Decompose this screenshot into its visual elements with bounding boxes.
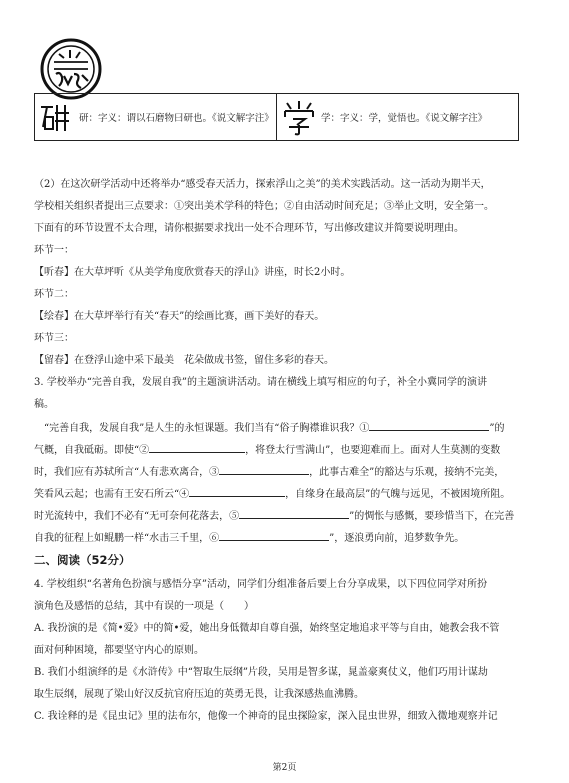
q3-line-2-text: 气概，自我砥砺。即使“② [34,445,150,456]
q3-line-4-text: 笑看风云起；也需有王安石所云“④ [34,489,190,500]
yan-calligraphy-icon [37,97,77,137]
answer-blank-4[interactable] [189,486,285,497]
q2-line-3: 下面有的环节设置不太合理，请你根据要求找出一处不合理环节，写出修改建议并简要说明理由。 [34,223,464,234]
q3-intro-1: 3. 学校举办“完善自我，发展自我”的主题演讲活动。请在横线上填写相应的句子，补全小冀同学的演讲 [34,377,487,388]
q3-line-2 [34,442,500,457]
q3-line-4-end: ，自缘身在最高层”的气魄与远见，不被困境所阻。 [285,489,511,500]
q4-option-c-1: C. 我诠释的是《昆虫记》里的法布尔，他像一个神奇的昆虫探险家，深入昆虫世界，细致入微地观察并记 [34,711,498,722]
q3-line-1 [44,420,504,435]
q2-step1: 【听春】在大草坪听《从美学角度欣赏春天的浮山》讲座，时长2小时。 [34,267,351,278]
q3-intro-2: 稿。 [34,399,54,410]
q2-step2-label: 环节二： [34,289,74,300]
q2-step2: 【绘春】在大草坪举行有关“春天”的绘画比赛，画下美好的春天。 [34,311,325,322]
q2-line-2: 学校相关组织者提出三点要求：①突出美术学科的特色；②自由活动时间充足；③举止文明，安全第一。 [34,201,494,212]
calligraphy-seal-icon [40,38,102,100]
section-2-title: 二、阅读（52分） [34,553,131,567]
q2-step3: 【留春】在登浮山途中采下最美 花朵做成书签，留住多彩的春天。 [34,355,334,366]
q3-line-4 [34,486,510,501]
xue-calligraphy-icon [279,97,319,137]
q3-line-5-text: 时光流转中，我们不必有“无可奈何花落去，⑤ [34,511,240,522]
answer-blank-3[interactable] [219,464,309,475]
q4-option-a-2: 面对何种困境，都要坚守内心的原则。 [34,645,204,656]
q4-option-b-1: B. 我们小组演绎的是《水浒传》中“智取生辰纲”片段，吴用是智多谋，晁盖豪爽仗义，他们巧用计谋劫 [34,667,488,678]
q4-stem-2: 演角色及感悟的总结，其中有误的一项是（ ） [34,601,254,612]
q4-stem-1: 4. 学校组织“名著角色扮演与感悟分享”活动，同学们分组准备后要上台分享成果，以下四位同学对所扮 [34,579,487,590]
q3-line-3 [34,464,504,479]
answer-blank-1[interactable] [369,420,489,431]
q3-line-3-text: 时，我们应有苏轼所言“人有悲欢离合，③ [34,467,220,478]
page-number: 第2页 [272,763,297,773]
glossary-cell-yan [35,94,276,140]
glossary-cell-xue [276,94,518,140]
glossary-text-xue: 学：字义：学，觉悟也。《说文解字注》 [321,113,488,124]
q3-line-1-text: “完善自我，发展自我”是人生的永恒课题。我们当有“俗子胸襟谁识我？① [44,423,370,434]
q2-line-1: （2）在这次研学活动中还将举办“感受春天活力，探索浮山之美”的美术实践活动。这一活动为期半天， [34,179,491,190]
q3-line-5-end: ”的惆怅与感慨，要珍惜当下，在完善 [349,511,515,522]
answer-blank-6[interactable] [219,530,329,541]
answer-blank-2[interactable] [149,442,245,453]
q3-line-3-end: ，此事古难全”的豁达与乐观，接纳不完美， [309,467,505,478]
q4-option-b-2: 取生辰纲，展现了梁山好汉反抗官府压迫的英勇无畏，让我深感热血沸腾。 [34,689,364,700]
q4-option-a-1: A. 我扮演的是《简•爱》中的简•爱，她出身低微却自尊自强，始终坚定地追求平等与自由，她教会我不管 [34,623,500,634]
q3-line-1-end: ”的 [489,423,505,434]
q2-step1-label: 环节一： [34,245,74,256]
q3-line-6-text: 自我的征程上如鲲鹏一样“水击三千里，⑥ [34,533,220,544]
q2-step3-label: 环节三： [34,333,74,344]
q3-line-5 [34,508,514,523]
answer-blank-5[interactable] [239,508,349,519]
glossary-text-yan: 研：字义：谓以石磨物曰研也。《说文解字注》 [79,113,274,124]
q3-line-2-end: ，将登太行雪满山”，也要迎难而上。面对人生莫测的变数 [245,445,501,456]
q3-line-6-end: ”，逐浪勇向前，追梦数争先。 [329,533,465,544]
glossary-table [34,93,519,141]
q3-line-6 [34,530,464,545]
